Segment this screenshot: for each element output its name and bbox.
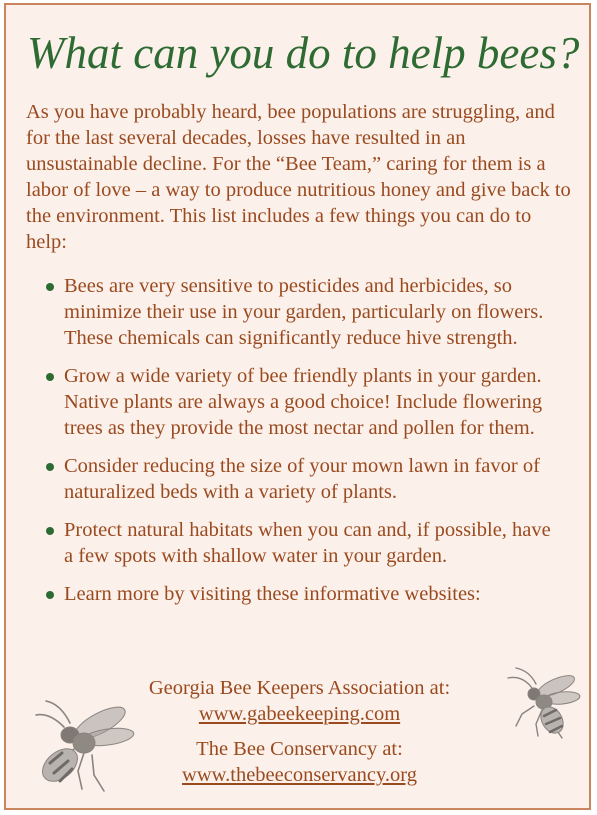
tip-text: Learn more by visiting these informative websites:: [64, 583, 481, 605]
bullet-icon: [46, 373, 54, 381]
list-item: [44, 517, 564, 569]
list-item: [44, 273, 564, 351]
resource-name: The Bee Conservancy at:: [196, 738, 403, 760]
tip-text: Bees are very sensitive to pesticides and herbicides, so minimize their use in your garden, particularly on flowers. These chemicals can significantly reduce hive strength.: [64, 275, 544, 349]
tip-text: Protect natural habitats when you can and, if possible, have a few spots with shallow water in your garden.: [64, 519, 551, 567]
resource-name: Georgia Bee Keepers Association at:: [148, 677, 451, 699]
tip-text: Consider reducing the size of your mown lawn in favor of naturalized beds with a variety of plants.: [64, 455, 540, 503]
bee-icon: [502, 666, 586, 742]
intro-paragraph: As you have probably heard, bee populations are struggling, and for the last several decades, losses have resulted in an unsustainable decline. For the “Bee Team,” caring for them is a labor of love – a way to produce nutritious honey and give back to the environment. This list includes a few things you can do to help:: [26, 101, 571, 253]
list-item: [44, 581, 564, 607]
bee-icon: [26, 693, 144, 797]
bullet-icon: [46, 591, 54, 599]
bullet-icon: [46, 463, 54, 471]
list-item: [44, 453, 564, 505]
bullet-icon: [46, 283, 54, 291]
tip-text: Grow a wide variety of bee friendly plants in your garden. Native plants are always a good choice! Include flowering trees as they provide the most nectar and pollen for them.: [64, 365, 543, 439]
tips-list: [44, 273, 564, 619]
page-title: What can you do to help bees?: [27, 28, 580, 78]
bullet-icon: [46, 527, 54, 535]
list-item: [44, 363, 564, 441]
resource-link-gabeekeeping[interactable]: www.gabeekeeping.com: [198, 703, 401, 725]
info-card: [4, 3, 591, 810]
resource-link-beeconservancy[interactable]: www.thebeeconservancy.org: [182, 764, 417, 786]
